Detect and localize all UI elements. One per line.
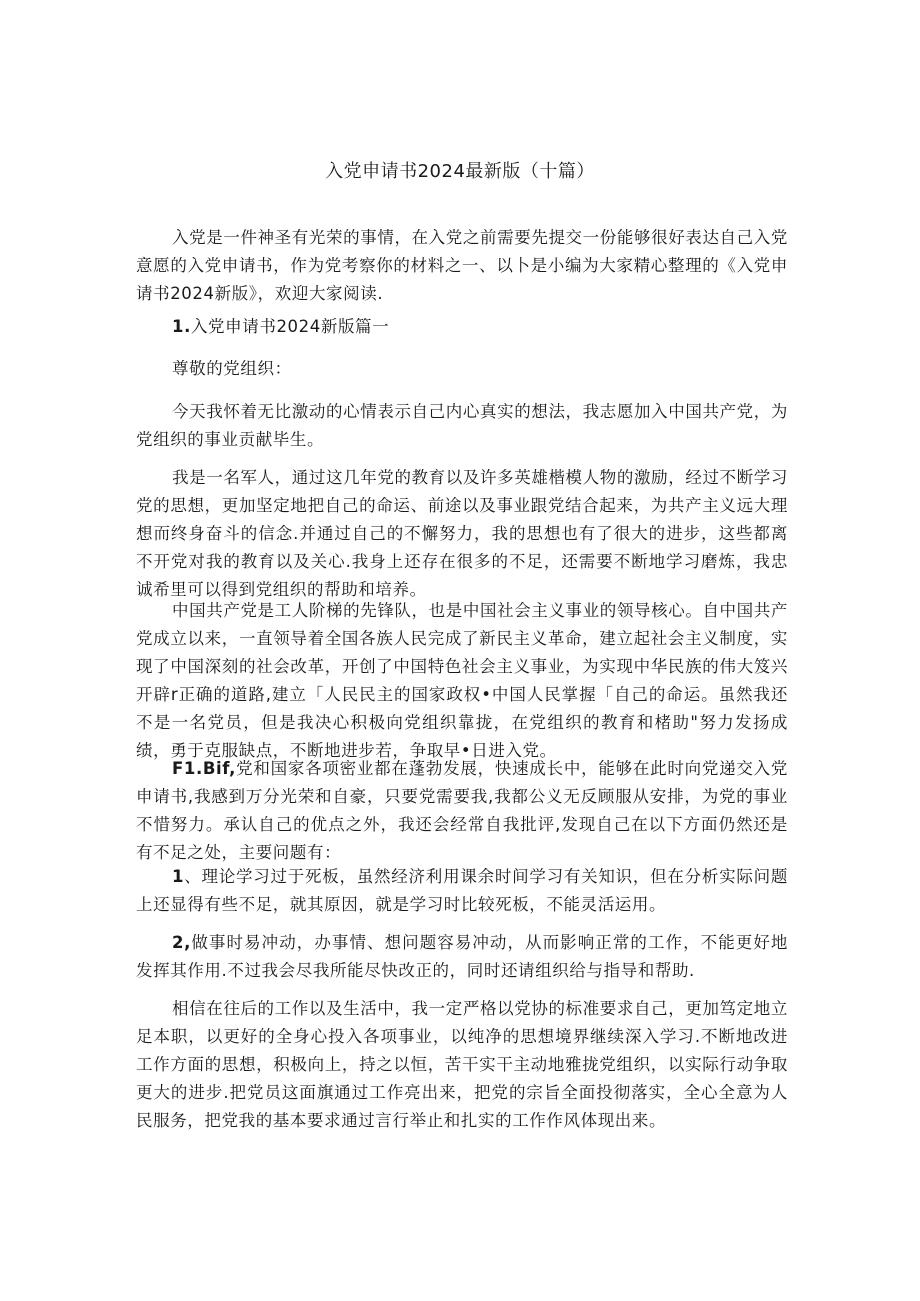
section-heading-text: 入党申请书2024新版篇一: [190, 317, 390, 336]
salutation: 尊敬的党组织：: [172, 359, 292, 378]
body-paragraph-2: 我是一名军人，通过这几年党的教育以及许多英雄楷模人物的激励，经过不断学习党的思想，更加坚定地把自己的命运、前途以及事业跟党结合起来，为共产主义远大理想而终身奋斗的信念.并通过自己的不懈努力，我的思想也有了很大的进步，这些都离不开党对我的教育以及关心.我身上还存在很多的不足，还需要不断地学习磨炼，我忠诚希里可以得到党组织的帮助和培养。: [136, 468, 788, 599]
problem-text: 做事时易冲动，办事情、想问题容易冲动，从而影响正常的工作，不能更好地发挥其作用.不过我会尽我所能尽快改正的，同时还请组织给与指导和帮助.: [136, 933, 788, 980]
problem-number: 2,: [172, 933, 191, 952]
body-paragraph-1: 今天我怀着无比激动的心情表示自己内心真实的想法，我志愿加入中国共产党，为党组织的事业贡献毕生。: [136, 402, 788, 449]
paragraph-text: 党和国家各项密业都在蓬勃发展，快速成长中，能够在此时向党递交入党申请书,我感到万分光荣和自豪，只要党需要我,我都公义无反顾服从安排，为党的事业不惜努力。承认自己的优点之外，我还会经常自我批评,发现自己在以下方面仍然还是有不足之处，主要问题有：: [136, 759, 788, 862]
problem-text: 、理论学习过于死板，虽然经济利用课余时间学习有关知识，但在分析实际问题上还显得有些不足，就其原因，就是学习时比较死板，不能灵活运用。: [136, 867, 788, 914]
document-title: 入党申请书2024最新版（十篇）: [325, 161, 595, 182]
section-number: 1.: [172, 317, 191, 336]
problem-item-1: [136, 863, 788, 919]
paragraph-lead: F1.Bif,: [172, 759, 236, 778]
body-paragraph-4: [136, 755, 788, 867]
problem-item-2: [136, 929, 788, 985]
problem-number: 1: [172, 867, 185, 886]
body-paragraph-7: 相信在往后的工作以及生活中，我一定严格以党协的标准要求自己，更加笃定地立足本职，以更好的全身心投入各项事业，以纯净的思想境界继续深入学习.不断地改进工作方面的思想，积极向上，持之以恒，苦干实干主动地雅拢党组织，以实际行动争取更大的进步.把党员这面旗通过工作亮出来，把党的宗旨全面投彻落实，全心全意为人民服务，把党我的基本要求通过言行举止和扎实的工作作风体现出来。: [136, 999, 788, 1130]
intro-paragraph: 入党是一件神圣有光荣的事情，在入党之前需要先提交一份能够很好表达自己入党意愿的入党申请书，作为党考察你的材料之一、以卜是小编为大家精心整理的《入党申请书2024新版》，欢迎大家阅读.: [136, 228, 788, 303]
section-heading: [136, 313, 788, 341]
body-paragraph-3: 中国共产党是工人阶梯的先锋队，也是中国社会主义事业的领导核心。自中国共产党成立以来，一直领导着全国各族人民完成了新民主义革命，建立起社会主义制度，实现了中国深刻的社会改革，开创了中国特色社会主义事业，为实现中华民族的伟大笈兴开辟r正确的道路,建立「人民民主的国家政权•中国人民掌握「自己的命运。虽然我还不是一名党员，但是我决心积极向党组织靠拢，在党组织的教育和楮助"努力发扬成绩，勇于克服缺点，不断地进步若，争取早•日进入党。: [136, 601, 788, 760]
